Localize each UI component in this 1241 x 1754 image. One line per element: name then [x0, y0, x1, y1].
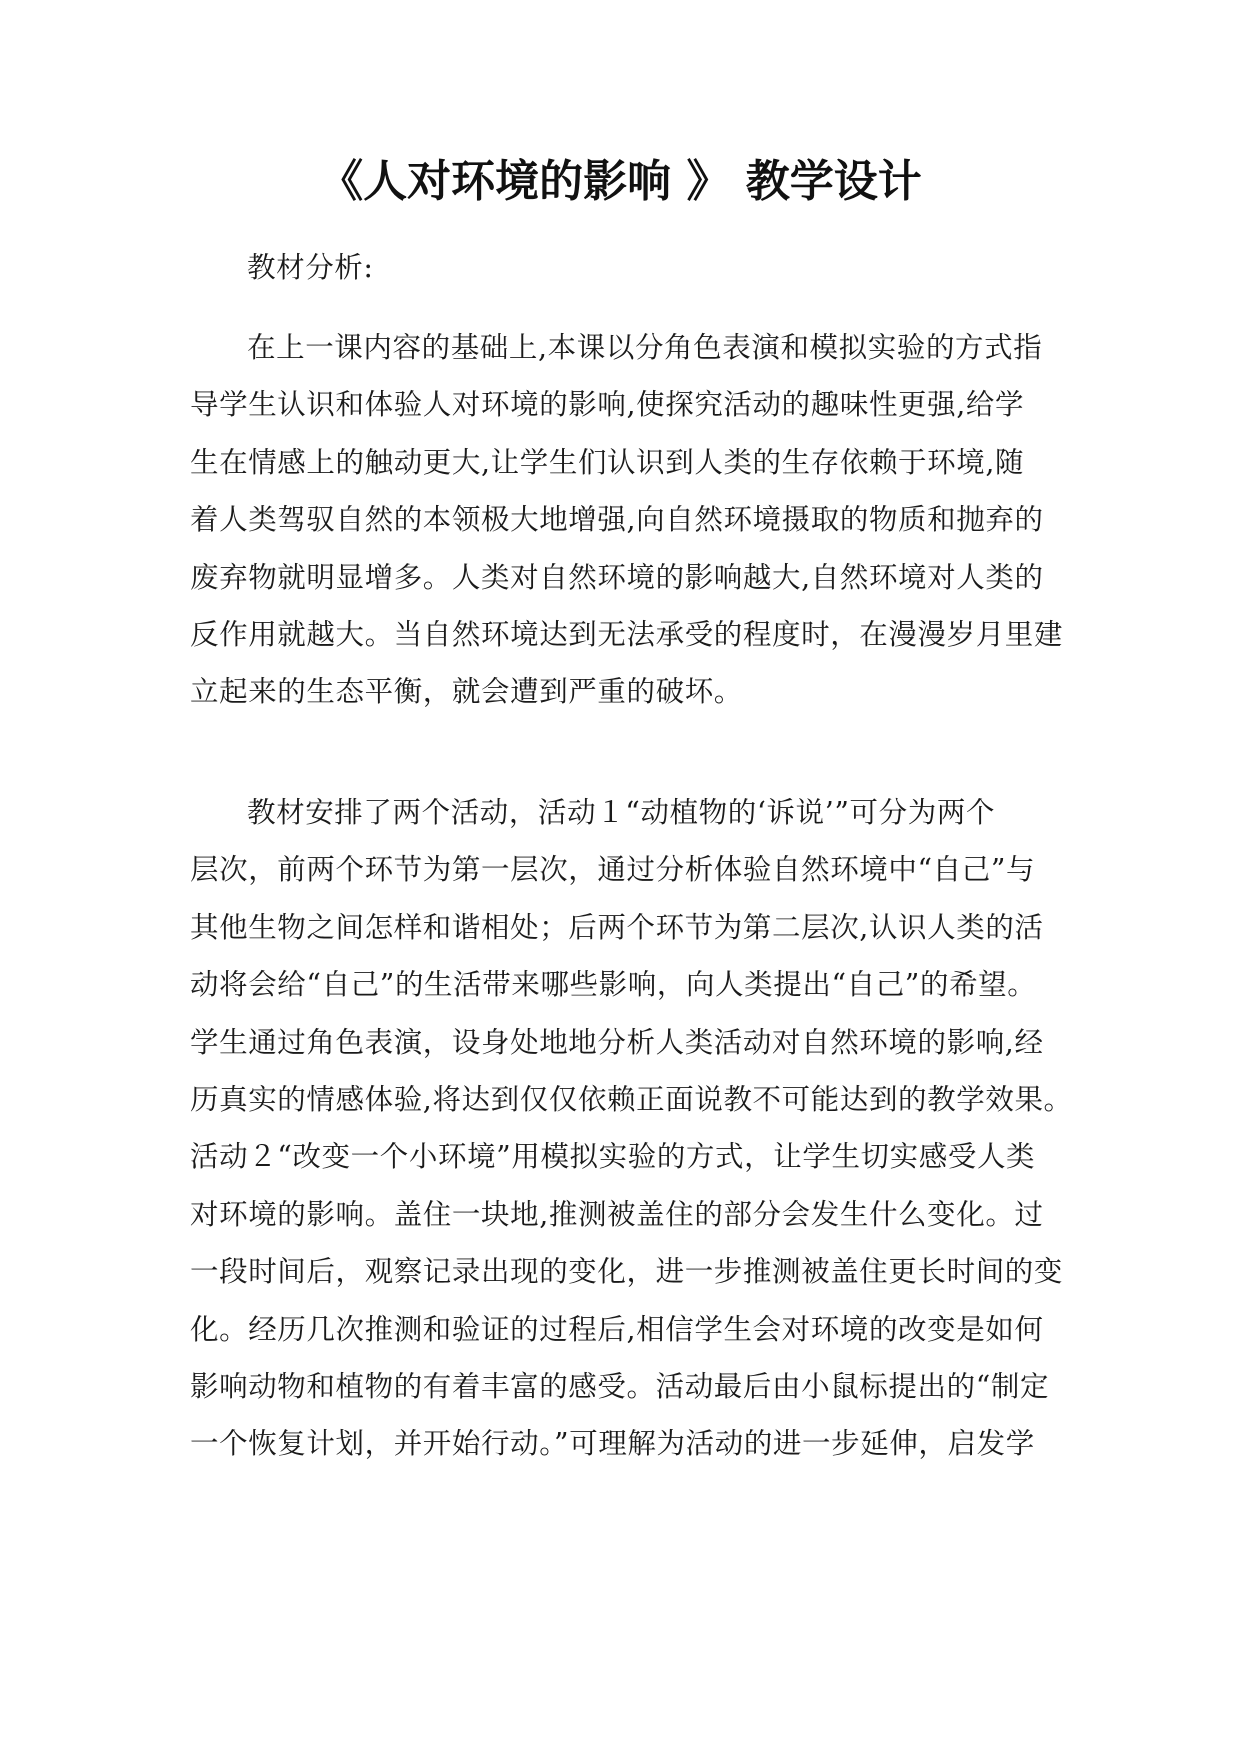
- paragraph-line: 教材安排了两个活动，活动１“动植物的‘诉说’”可分为两个: [247, 796, 996, 829]
- paragraph-line: 活动２“改变一个小环境”用模拟实验的方式，让学生切实感受人类: [190, 1140, 1036, 1174]
- paragraph-line: 学生通过角色表演，设身处地地分析人类活动对自然环境的影响,经: [190, 1025, 1044, 1059]
- paragraph-line: 生在情感上的触动更大,让学生们认识到人类的生存依赖于环境,随: [190, 445, 1025, 479]
- paragraph-line: 动将会给“自己”的生活带来哪些影响，向人类提出“自己”的希望。: [190, 968, 1037, 1002]
- paragraph-line: 着人类驾驭自然的本领极大地增强,向自然环境摄取的物质和抛弃的: [190, 503, 1044, 537]
- paragraph-line: 在上一课内容的基础上,本课以分角色表演和模拟实验的方式指: [247, 331, 1043, 364]
- paragraph-line: 反作用就越大。当自然环境达到无法承受的程度时，在漫漫岁月里建: [190, 617, 1064, 651]
- paragraph-2: [190, 784, 1073, 1473]
- paragraph-line: 导学生认识和体验人对环境的影响,使探究活动的趣味性更强,给学: [190, 388, 1025, 422]
- paragraph-1: [190, 319, 1064, 721]
- paragraph-line: 一个恢复计划，并开始行动。”可理解为活动的进一步延伸，启发学: [190, 1427, 1035, 1461]
- paragraph-line: 层次，前两个环节为第一层次，通过分析体验自然环境中“自己”与: [190, 853, 1036, 887]
- document-title: 《人对环境的影响 》 教学设计: [319, 156, 922, 207]
- paragraph-line: 立起来的生态平衡，就会遭到严重的破坏。: [190, 675, 743, 709]
- paragraph-line: 化。经历几次推测和验证的过程后,相信学生会对环境的改变是如何: [190, 1312, 1044, 1346]
- paragraph-line: 其他生物之间怎样和谐相处；后两个环节为第二层次,认识人类的活: [190, 910, 1044, 944]
- paragraph-line: 一段时间后，观察记录出现的变化，进一步推测被盖住更长时间的变: [190, 1255, 1064, 1289]
- paragraph-line: 废弃物就明显增多。人类对自然环境的影响越大,自然环境对人类的: [190, 560, 1044, 594]
- paragraph-line: 历真实的情感体验,将达到仅仅依赖正面说教不可能达到的教学效果。: [190, 1082, 1073, 1116]
- section-heading: 教材分析:: [247, 251, 374, 284]
- paragraph-line: 对环境的影响。盖住一块地,推测被盖住的部分会发生什么变化。过: [190, 1197, 1044, 1231]
- paragraph-line: 影响动物和植物的有着丰富的感受。活动最后由小鼠标提出的“制定: [190, 1369, 1050, 1403]
